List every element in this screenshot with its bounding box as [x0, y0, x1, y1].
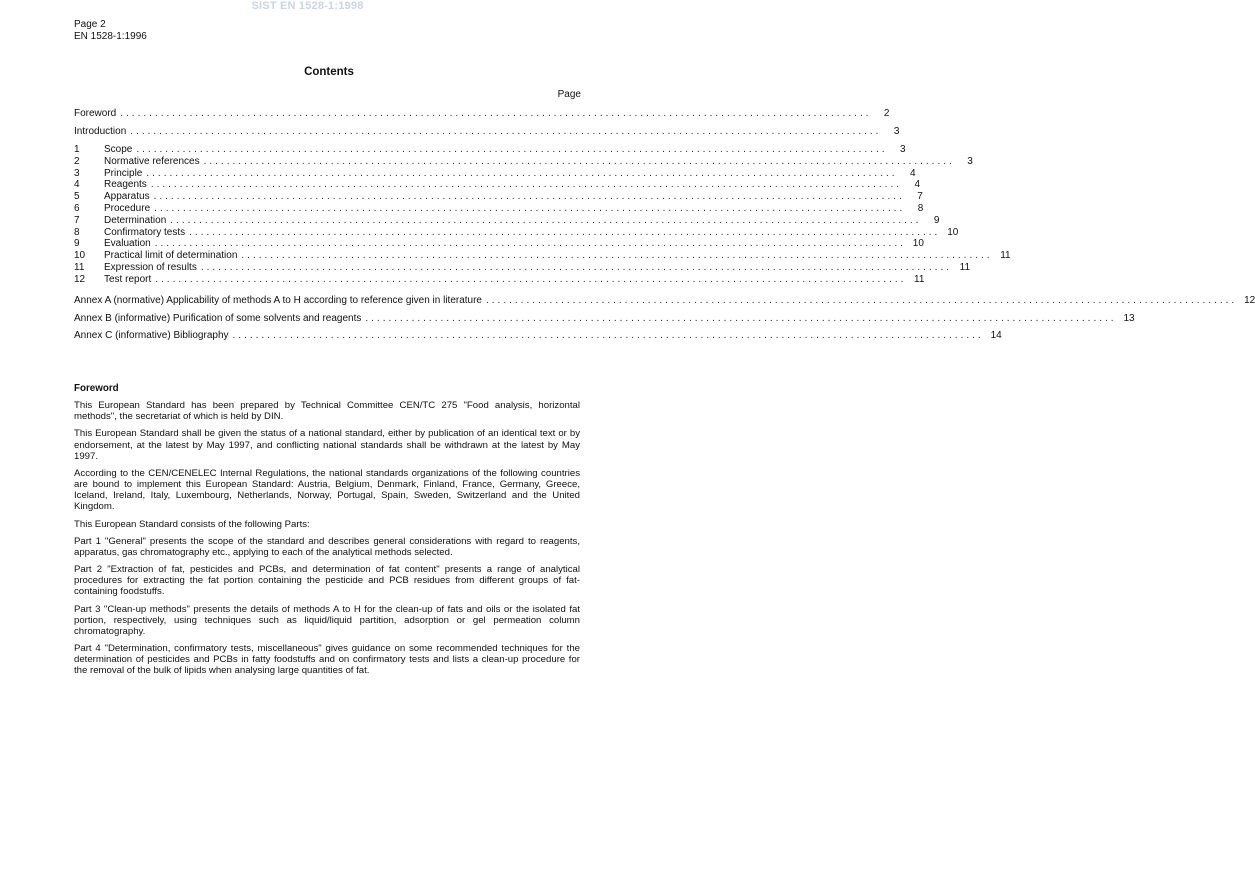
toc-entry-label: Determination [104, 214, 167, 226]
toc-entry-label: Test report [104, 273, 152, 285]
toc-entry[interactable] [74, 108, 890, 120]
toc-entry-page: 12 [1244, 295, 1255, 306]
section-number: 12 [74, 273, 86, 285]
foreword-paragraph: This European Standard consists of the following Parts: [74, 518, 310, 530]
section-number: 3 [74, 167, 80, 179]
standard-id: EN 1528-1:1996 [74, 31, 147, 42]
toc-entry[interactable] [74, 167, 916, 180]
toc-entry[interactable] [74, 126, 900, 138]
leader-dots: .................................................................................................................................. [136, 144, 888, 155]
leader-dots: .................................................................................................................................. [203, 155, 955, 167]
foreword-paragraph: Part 4 "Determination, confirmatory tests, miscellaneous" gives guidance on some recommended techniques for the determination of pesticides and PCBs in fatty foodstuffs and on confirmatory tests and lists a clean-up procedure for the removal of the bulk of lipids when analysing large quantities of fat. [74, 643, 580, 677]
toc-entry-label: Practical limit of determination [104, 250, 238, 262]
toc-entry-label: Procedure [104, 202, 151, 214]
toc-front [74, 108, 890, 120]
foreword-section [74, 383, 580, 683]
section-number: 11 [74, 261, 85, 273]
toc-entry[interactable] [74, 312, 1135, 331]
toc-entry[interactable] [74, 295, 1255, 313]
toc-annexes [74, 295, 1255, 348]
foreword-paragraph: According to the CEN/CENELEC Internal Regulations, the national standards organizations of the following countries are bound to implement this European Standard: Austria, Belgium, Denmark, Finland, France, Germany, Greece, Iceland, Ireland, Italy, Luxembourg, Netherlands, Norway, Portugal, Spain, Sweden, Switzerland and the United Kingdom. [74, 467, 580, 513]
toc-entry[interactable] [74, 214, 940, 227]
leader-dots: .................................................................................................................................. [365, 312, 1117, 324]
toc-entry-page: 11 [914, 273, 925, 285]
toc-front-2 [74, 126, 900, 138]
toc-entry-page: 10 [947, 226, 959, 238]
foreword-paragraph: This European Standard has been prepared by Technical Committee CEN/TC 275 "Food analysis, horizontal methods", the secretariat of which is held by DIN. [74, 400, 580, 423]
toc-entry[interactable] [74, 273, 925, 286]
foreword-paragraph: Part 1 "General" presents the scope of the standard and describes general considerations with regard to reagents, apparatus, gas chromatography etc., applying to each of the analytical methods selected. [74, 535, 580, 558]
page-header [74, 19, 147, 43]
toc-entry-label: Expression of results [104, 261, 197, 273]
toc-entry-page: 2 [883, 108, 890, 119]
toc-entry[interactable] [74, 261, 971, 274]
toc-entry-page: 9 [933, 214, 940, 226]
foreword-paragraph: Part 2 "Extraction of fat, pesticides and PCBs, and determination of fat content" presents a range of analytical procedures for extracting the fat portion containing the pesticide and PCB residues from different groups of fat-containing foodstuffs. [74, 564, 580, 598]
toc-entry[interactable] [74, 330, 1002, 348]
toc-entry-label: Introduction [74, 126, 127, 137]
toc-entry-page: 11 [1000, 250, 1011, 262]
section-number: 10 [74, 250, 86, 262]
leader-dots: .................................................................................................................................. [155, 273, 907, 285]
section-number: 1 [74, 144, 80, 155]
toc-entry[interactable] [74, 238, 924, 250]
leader-dots: .................................................................................................................................. [146, 167, 898, 179]
leader-dots: .................................................................................................................................. [486, 295, 1238, 306]
page-title: Contents [304, 66, 354, 78]
toc-entry-label: Foreword [74, 108, 117, 119]
page-number: Page 2 [74, 19, 106, 30]
section-number: 4 [74, 179, 80, 191]
foreword-paragraph: Part 3 "Clean-up methods" presents the details of methods A to H for the clean-up of fats and oils or the isolated fat portion, respectively, using techniques such as liquid/liquid partition, adsorption or gel permeation column chromatography. [74, 603, 580, 637]
toc-entry[interactable] [74, 226, 959, 239]
leader-dots: .................................................................................................................................. [153, 191, 905, 203]
leader-dots: .................................................................................................................................. [189, 226, 941, 238]
toc-entry-label: Confirmatory tests [104, 226, 186, 238]
toc-entry-page: 8 [917, 202, 924, 214]
toc-entry-label: Apparatus [104, 191, 150, 203]
toc-entry-page: 4 [909, 167, 916, 179]
toc-entry-label: Annex B (informative) Purification of some solvents and reagents [74, 312, 362, 324]
section-number: 8 [74, 226, 80, 238]
foreword-paragraph: This European Standard shall be given the status of a national standard, either by publication of an identical text or by endorsement, at the latest by May 1997, and conflicting national standards shall be withdrawn at the latest by May 1997. [74, 428, 580, 462]
leader-dots: .................................................................................................................................. [170, 214, 922, 226]
toc-entry-page: 3 [893, 126, 900, 137]
toc-entry-page: 13 [1123, 312, 1135, 324]
leader-dots: .................................................................................................................................. [150, 179, 902, 191]
section-number: 2 [74, 155, 80, 167]
leader-dots: .................................................................................................................................. [120, 108, 872, 119]
toc-entry-page: 10 [912, 238, 924, 250]
toc-entry-label: Annex C (informative) Bibliography [74, 330, 229, 341]
toc-entry-page: 3 [967, 155, 973, 167]
toc-entry-page: 14 [990, 330, 1002, 341]
page-column-label: Page [557, 89, 581, 100]
toc-entry[interactable] [74, 155, 973, 168]
toc-entry-label: Annex A (normative) Applicability of methods A to H according to reference given in literature [74, 295, 482, 306]
section-number: 5 [74, 191, 80, 203]
leader-dots: .................................................................................................................................. [241, 250, 993, 262]
toc-entry-page: 4 [914, 179, 920, 191]
toc-entry[interactable] [74, 191, 923, 203]
section-number: 6 [74, 202, 80, 214]
toc-entry-label: Evaluation [104, 238, 151, 250]
toc-entry-page: 7 [917, 191, 923, 203]
section-number: 7 [74, 214, 80, 226]
leader-dots: .................................................................................................................................. [130, 126, 882, 137]
leader-dots: .................................................................................................................................. [232, 330, 984, 341]
toc-entry[interactable] [74, 250, 1011, 262]
toc-entry[interactable] [74, 179, 920, 191]
toc-entry-label: Normative references [104, 155, 200, 167]
leader-dots: .................................................................................................................................. [200, 261, 953, 273]
toc-entry[interactable] [74, 202, 924, 215]
leader-dots: .................................................................................................................................. [154, 238, 906, 250]
toc-entry-label: Principle [104, 167, 143, 179]
toc-entry-page: 11 [959, 261, 971, 273]
toc-entry[interactable] [74, 144, 906, 156]
toc-entry-label: Reagents [104, 179, 147, 191]
leader-dots: .................................................................................................................................. [154, 202, 906, 214]
toc-entry-label: Scope [104, 144, 133, 155]
toc-sections [74, 144, 1011, 286]
toc-entry-page: 3 [899, 144, 906, 155]
section-number: 9 [74, 238, 80, 250]
foreword-heading: Foreword [74, 383, 119, 394]
watermark: SIST EN 1528-1:1998 [251, 0, 364, 12]
